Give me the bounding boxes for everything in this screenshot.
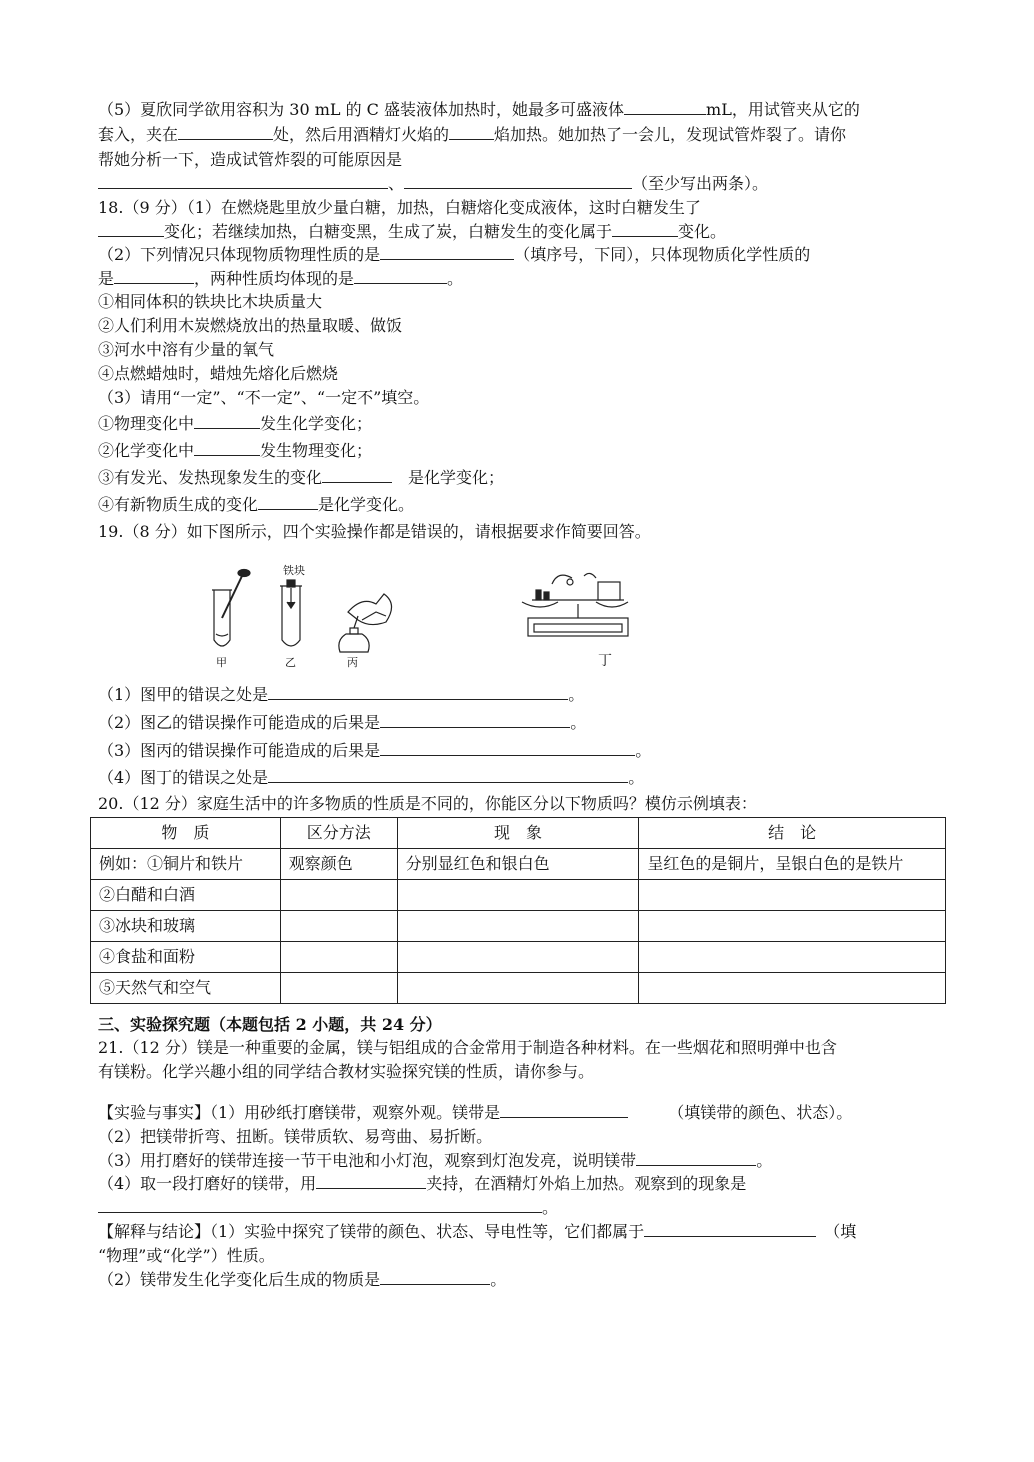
q18-line1: 18.（9 分）（1）在燃烧匙里放少量白糖，加热，白糖熔化变成液体，这时白糖发生了 — [98, 198, 701, 217]
q21-experiment-2: （2）把镁带折弯、扭断。镁带质软、易弯曲、易折断。 — [98, 1127, 493, 1146]
section-3-heading: 三、实验探究题（本题包括 2 小题，共 24 分） — [98, 1015, 442, 1034]
q19-intro: 19.（8 分）如下图所示，四个实验操作都是错误的，请根据要求作简要回答。 — [98, 522, 651, 541]
q17-line1: （5）夏欣同学欲用容积为 30 mL 的 C 盛装液体加热时，她最多可盛液体 mL，用试管夹从它的 — [98, 100, 860, 119]
iron-block-label: 铁块 — [283, 564, 305, 577]
figure-ding — [522, 573, 628, 636]
table-header: 结 论 — [639, 818, 946, 849]
blank — [612, 221, 678, 237]
blank — [178, 124, 273, 140]
q21-experiment-3: （3）用打磨好的镁带连接一节干电池和小灯泡，观察到灯泡发亮，说明镁带 。 — [98, 1151, 773, 1170]
figure-jia — [212, 570, 250, 647]
table-header: 现 象 — [397, 818, 639, 849]
table-cell-empty — [280, 911, 397, 942]
table-row-example — [91, 849, 946, 880]
q17-line2: 套入，夹在 处，然后用酒精灯火焰的 焰加热。她加热了一会儿，发现试管炸裂了。请你 — [98, 125, 847, 144]
table-cell-empty — [639, 942, 946, 973]
q19-answer-2: （2）图乙的错误操作可能造成的后果是 。 — [98, 713, 587, 732]
blank — [268, 767, 628, 783]
q21-line1: 21.（12 分）镁是一种重要的金属，镁与铝组成的合金常用于制造各种材料。在一些烟花和照明弹中也含 — [98, 1038, 837, 1057]
q20-table — [90, 817, 946, 1004]
blank — [354, 268, 447, 284]
table-row — [91, 942, 946, 973]
caption-bing: 丙 — [347, 656, 358, 669]
table-cell: ③冰块和玻璃 — [91, 911, 281, 942]
q18-line2: 变化；若继续加热，白糖变黑，生成了炭，白糖发生的变化属于 变化。 — [98, 221, 726, 243]
q21-experiment-4: （4）取一段打磨好的镁带，用 夹持，在酒精灯外焰上加热。观察到的现象是 — [98, 1174, 747, 1193]
blank — [624, 99, 706, 115]
table-cell-empty — [280, 880, 397, 911]
blank — [404, 173, 632, 189]
blank — [98, 173, 388, 189]
q18-option-2: ②人们利用木炭燃烧放出的热量取暖、做饭 — [98, 316, 403, 335]
blank — [380, 740, 635, 756]
q18-line4: 是 ，两种性质均体现的是 。 — [98, 269, 464, 288]
blank — [194, 413, 260, 429]
q18-fill-1: ①物理变化中 发生化学变化； — [98, 414, 373, 433]
table-cell-empty — [280, 942, 397, 973]
q18-part3: （3）请用“一定”、“不一定”、“一定不”填空。 — [98, 388, 430, 407]
table-cell: 呈红色的是铜片，呈银白色的是铁片 — [639, 849, 946, 880]
blank — [380, 712, 570, 728]
blank — [268, 684, 568, 700]
table-cell-empty — [280, 973, 397, 1004]
blank — [644, 1221, 816, 1237]
q21-conclusion-2: （2）镁带发生化学变化后生成的物质是 。 — [98, 1270, 507, 1289]
q18-option-1: ①相同体积的铁块比木块质量大 — [98, 292, 323, 311]
q21-conclusion-1: 【解释与结论】（1）实验中探究了镁带的颜色、状态、导电性等，它们都属于 （填 — [98, 1222, 857, 1241]
q20-intro: 20.（12 分）家庭生活中的许多物质的性质是不同的，你能区分以下物质吗？模仿示例填表： — [98, 794, 757, 813]
caption-jia: 甲 — [216, 656, 227, 669]
q19-answer-4: （4）图丁的错误之处是 。 — [98, 768, 645, 787]
table-cell-empty — [397, 880, 639, 911]
blank — [449, 124, 494, 140]
q21-conclusion-1-cont: “物理”或“化学”）性质。 — [98, 1246, 275, 1265]
q19-figure — [200, 564, 640, 672]
table-row — [91, 880, 946, 911]
table-cell: 例如：①铜片和铁片 — [91, 849, 281, 880]
table-cell: ④食盐和面粉 — [91, 942, 281, 973]
table-cell-empty — [639, 880, 946, 911]
figure-yi — [280, 580, 302, 646]
q19-answer-3: （3）图丙的错误操作可能造成的后果是 。 — [98, 741, 652, 760]
q18-fill-4: ④有新物质生成的变化 是化学变化。 — [98, 495, 415, 514]
blank — [194, 440, 260, 456]
blank — [500, 1102, 628, 1118]
blank — [380, 244, 514, 260]
table-cell-empty — [397, 973, 639, 1004]
q21-experiment-1: 【实验与事实】（1）用砂纸打磨镁带，观察外观。镁带是 （填镁带的颜色、状态）。 — [98, 1103, 853, 1122]
blank — [258, 494, 318, 510]
q18-option-3: ③河水中溶有少量的氧气 — [98, 340, 275, 359]
caption-ding: 丁 — [598, 653, 612, 669]
table-cell-empty — [397, 942, 639, 973]
table-cell: ⑤天然气和空气 — [91, 973, 281, 1004]
table-cell-empty — [639, 973, 946, 1004]
q18-option-4: ④点燃蜡烛时，蜡烛先熔化后燃烧 — [98, 364, 339, 383]
blank — [114, 268, 194, 284]
table-header: 区分方法 — [280, 818, 397, 849]
q17-line4: 、 （至少写出两条）。 — [98, 173, 768, 195]
table-header-row — [91, 818, 946, 849]
table-cell-empty — [397, 911, 639, 942]
table-cell: 观察颜色 — [280, 849, 397, 880]
caption-yi: 乙 — [285, 656, 296, 669]
blank — [380, 1269, 490, 1285]
table-header: 物 质 — [91, 818, 281, 849]
blank — [98, 221, 164, 237]
table-cell-empty — [639, 911, 946, 942]
q17-line3: 帮她分析一下，造成试管炸裂的可能原因是 — [98, 150, 403, 169]
blank — [98, 1197, 542, 1213]
blank — [636, 1150, 756, 1166]
lab-apparatus-illustration — [200, 568, 640, 672]
q18-line3: （2）下列情况只体现物质物理性质的是 （填序号，下同），只体现物质化学性质的 — [98, 245, 811, 264]
q21-experiment-4-answer: 。 — [98, 1197, 558, 1219]
q18-fill-3: ③有发光、发热现象发生的变化 是化学变化； — [98, 468, 505, 487]
table-cell: 分别显红色和银白色 — [397, 849, 639, 880]
table-cell: ②白醋和白酒 — [91, 880, 281, 911]
blank — [322, 467, 392, 483]
q19-answer-1: （1）图甲的错误之处是 。 — [98, 685, 585, 704]
blank — [316, 1173, 426, 1189]
figure-bing — [339, 594, 392, 652]
q21-line2: 有镁粉。化学兴趣小组的同学结合教材实验探究镁的性质，请你参与。 — [98, 1062, 595, 1081]
q18-fill-2: ②化学变化中 发生物理变化； — [98, 441, 373, 460]
table-row — [91, 911, 946, 942]
table-row — [91, 973, 946, 1004]
